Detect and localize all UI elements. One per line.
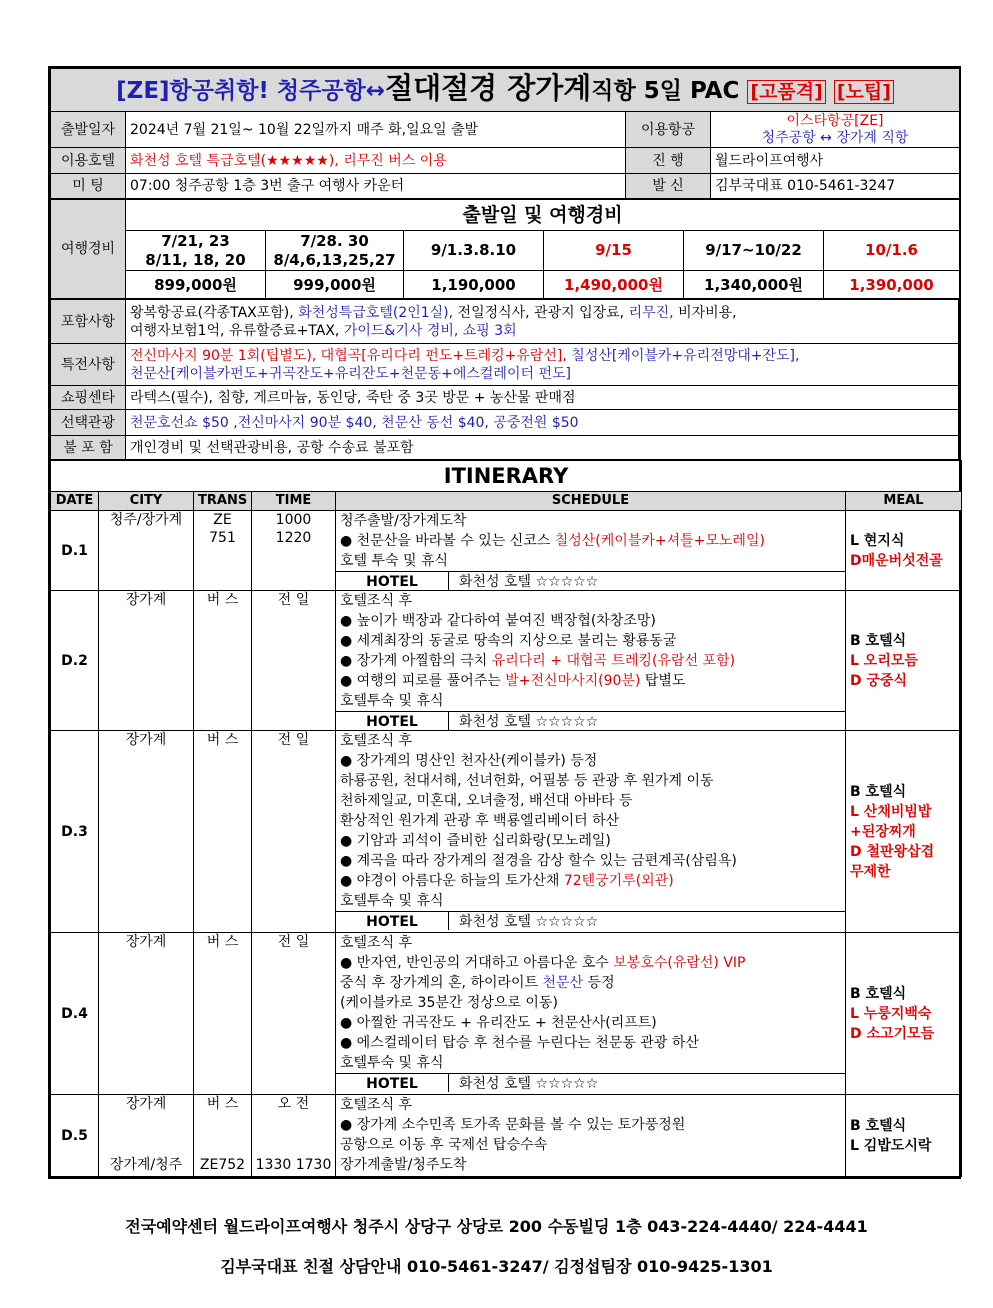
schedule-line — [340, 531, 841, 551]
schedule-line — [340, 811, 841, 831]
schedule-text: 천하제일교, 미혼대, 오녀출정, 배선대 아바타 등 — [340, 793, 633, 809]
schedule-text: ● 기암과 괴석이 즐비한 십리화랑(모노레일) — [340, 833, 611, 849]
itinerary-row — [51, 731, 962, 933]
schedule-highlight: 유리다리 + 대협곡 트레킹(유람선 포함) — [491, 653, 736, 669]
schedule-line — [340, 1053, 841, 1073]
day-cell: D.4 — [51, 933, 99, 1095]
include-meals: 전일정식사, 관광지 입장료, — [457, 304, 625, 321]
city-cell-top: 장가계 — [125, 934, 167, 950]
special-tianmen: 천문산[케이블카펀도+귀곡잔도+유리잔도+천문동+에스컬레이터 펀도] — [130, 365, 571, 382]
meal-item: 무제한 — [850, 863, 891, 880]
hotel-box — [336, 571, 845, 590]
include-visa: 비자비용, — [678, 304, 737, 321]
details-table — [50, 299, 959, 460]
time-cell-top: 전 일 — [277, 934, 310, 950]
sender-value: 김부국대표 010-5461-3247 — [711, 174, 960, 199]
include-hotel: 화천성특급호텔(2인1실), — [298, 304, 454, 321]
price-value: 1,190,000 — [404, 271, 544, 299]
city-cell — [99, 933, 194, 1095]
sender-label: 발 신 — [626, 174, 711, 199]
schedule-line — [340, 751, 841, 771]
schedule-text: ● 장가계 소수민족 토가족 문화를 볼 수 있는 토가풍정원 — [340, 1117, 686, 1133]
meal-item: L 산채비빔밥 — [850, 803, 932, 820]
schedule-line — [340, 1033, 841, 1053]
day-cell: D.5 — [51, 1095, 99, 1177]
schedule-text: ● 야경이 아름다운 하늘의 토가산채 — [340, 873, 564, 889]
schedule-cell — [336, 511, 846, 591]
day-cell: D.3 — [51, 731, 99, 933]
hotel-name: 화천성 호텔 ☆☆☆☆☆ — [459, 714, 599, 730]
price-date-line: 9/17~10/22 — [705, 241, 802, 259]
trans-cell-top: 버 스 — [206, 1096, 239, 1112]
city-cell-bottom: 장가계/청주 — [109, 1157, 183, 1173]
meal-item: L 현지식 — [850, 532, 905, 549]
depart-label: 출발일자 — [51, 112, 126, 148]
schedule-text: ● 천문산을 바라볼 수 있는 신코스 — [340, 533, 555, 549]
meal-item: B 호텔식 — [850, 1117, 907, 1134]
title-prefix: [ZE]항공취항! 청주공항↔ — [116, 78, 386, 104]
schedule-text: 탑별도 — [640, 673, 686, 689]
hotel-box — [336, 1073, 845, 1092]
schedule-cell — [336, 1095, 846, 1177]
time-cell — [252, 933, 336, 1095]
schedule-text: 호텔투숙 및 휴식 — [340, 893, 444, 909]
meal-cell — [846, 1095, 962, 1177]
price-date-cell — [266, 231, 404, 271]
hotel-value: 화천성 호텔 특급호텔(★★★★★), 리무진 버스 이용 — [126, 148, 626, 174]
trans-cell — [194, 591, 252, 731]
schedule-line — [340, 973, 841, 993]
column-header: CITY — [99, 492, 194, 511]
schedule-text: 장가계출발/청주도착 — [340, 1157, 467, 1173]
price-date-cell — [824, 231, 960, 271]
schedule-line — [340, 1155, 841, 1175]
time-cell — [252, 731, 336, 933]
meal-item: L 김밥도시락 — [850, 1137, 932, 1154]
include-limousine: 리무진, — [628, 304, 674, 321]
hotel-name: 화천성 호텔 ☆☆☆☆☆ — [459, 574, 599, 590]
header-table — [50, 68, 960, 199]
meal-item: D 궁중식 — [850, 672, 908, 689]
price-value: 899,000원 — [126, 271, 266, 299]
meal-item: B 호텔식 — [850, 632, 907, 649]
footer-contact: 김부국대표 친절 상담안내 010-5461-3247/ 김정섭팀장 010-9425-1301 — [220, 1257, 773, 1276]
progress-label: 진 행 — [626, 148, 711, 174]
trans-cell — [194, 933, 252, 1095]
schedule-text: 호텔 투숙 및 휴식 — [340, 553, 449, 569]
schedule-line — [340, 1115, 841, 1135]
schedule-line — [340, 611, 841, 631]
time-cell — [252, 511, 336, 591]
column-header: TIME — [252, 492, 336, 511]
schedule-text: 호텔투숙 및 휴식 — [340, 1055, 444, 1071]
schedule-line — [340, 631, 841, 651]
itinerary-table — [50, 460, 962, 1177]
schedule-text: ● 세계최장의 동굴로 땅속의 지상으로 불리는 황룡동굴 — [340, 633, 677, 649]
column-header: DATE — [51, 492, 99, 511]
special-chilsung: 칠성산[케이블카+유리전망대+잔도], — [571, 347, 800, 364]
trans-cell — [194, 511, 252, 591]
schedule-line — [340, 953, 841, 973]
meeting-value: 07:00 청주공항 1층 3번 출구 여행사 카운터 — [126, 174, 626, 199]
shopping-value: 라텍스(필수), 침향, 게르마늄, 동인당, 죽탄 중 3곳 방문 + 농산물 판매점 — [126, 386, 959, 410]
price-date-cell — [544, 231, 684, 271]
tour-flyer — [48, 66, 961, 1179]
city-cell — [99, 511, 194, 591]
itinerary-heading: ITINERARY — [51, 461, 962, 492]
schedule-text: 호텔조식 후 — [340, 593, 413, 609]
column-header: TRANS — [194, 492, 252, 511]
include-value — [126, 300, 959, 344]
hotel-label: HOTEL — [336, 712, 449, 730]
price-date-cell — [404, 231, 544, 271]
meal-item: B 호텔식 — [850, 985, 907, 1002]
itinerary-row — [51, 511, 962, 591]
special-label: 특전사항 — [51, 344, 126, 386]
city-cell-top: 장가계 — [125, 732, 167, 748]
meal-cell — [846, 933, 962, 1095]
schedule-line — [340, 731, 841, 751]
schedule-text: 호텔조식 후 — [340, 1097, 413, 1113]
schedule-text: ● 아찔한 귀곡잔도 + 유리잔도 + 천문산사(리프트) — [340, 1015, 657, 1031]
schedule-line — [340, 651, 841, 671]
schedule-text: 등정 — [583, 975, 615, 991]
time-cell-bottom: 1330 1730 — [255, 1157, 332, 1173]
city-cell — [99, 731, 194, 933]
title-suffix: 직항 5일 PAC — [591, 78, 740, 104]
schedule-text: 호텔조식 후 — [340, 733, 413, 749]
schedule-text: 하룡공원, 천대서해, 선녀헌화, 어필봉 등 관광 후 원가계 이동 — [340, 773, 714, 789]
price-date-line: 8/4,6,13,25,27 — [273, 250, 396, 269]
title-main: 절대절경 장가계 — [385, 71, 592, 105]
schedule-line — [340, 1013, 841, 1033]
schedule-line — [340, 511, 841, 531]
schedule-text: 호텔투숙 및 휴식 — [340, 693, 444, 709]
schedule-line — [340, 591, 841, 611]
city-cell-top: 장가계 — [125, 1096, 167, 1112]
price-date-line: 9/1.3.8.10 — [430, 241, 517, 259]
exclude-label: 불 포 함 — [51, 436, 126, 460]
airline-label: 이용항공 — [626, 112, 711, 148]
price-date-cell — [126, 231, 266, 271]
progress-value: 월드라이프여행사 — [711, 148, 960, 174]
meal-item: D 소고기모듬 — [850, 1025, 935, 1042]
price-label: 여행경비 — [51, 200, 126, 299]
price-value: 1,390,000 — [824, 271, 960, 299]
schedule-text: ● 여행의 피로를 풀어주는 — [340, 673, 506, 689]
meal-cell — [846, 511, 962, 591]
schedule-highlight: 칠성산(케이블카+셔틀+모노레일) — [554, 533, 765, 549]
city-cell-top: 청주/장가계 — [109, 512, 183, 528]
schedule-text: 중식 후 장가계의 혼, 하이라이트 — [340, 975, 543, 991]
time-cell — [252, 591, 336, 731]
schedule-highlight: 천문산 — [542, 975, 584, 991]
price-value: 1,340,000원 — [684, 271, 824, 299]
trans-cell-top: 버 스 — [206, 934, 239, 950]
title-tag-premium: [고품격] — [747, 80, 825, 104]
title-tag-notip: [노팁] — [834, 80, 894, 104]
schedule-line — [340, 771, 841, 791]
time-cell — [252, 1095, 336, 1177]
meal-item: D 철판왕삽겹 — [850, 843, 935, 860]
footer-address: 전국예약센터 월드라이프여행사 청주시 상당구 상당로 200 수동빌딩 1층 043-224-4440/ 224-4441 — [125, 1217, 868, 1236]
meal-item: D매운버섯전골 — [850, 552, 943, 569]
price-date-line: 8/11, 18, 20 — [145, 250, 246, 269]
schedule-line — [340, 871, 841, 891]
hotel-box — [336, 911, 845, 930]
hotel-label: HOTEL — [336, 912, 449, 930]
itinerary-row — [51, 1095, 962, 1177]
column-header: MEAL — [846, 492, 962, 511]
price-heading: 출발일 및 여행경비 — [126, 200, 960, 231]
depart-value: 2024년 7월 21일~ 10월 22일까지 매주 화,일요일 출발 — [126, 112, 626, 148]
schedule-line — [340, 791, 841, 811]
trans-cell — [194, 731, 252, 933]
schedule-line — [340, 891, 841, 911]
hotel-label: HOTEL — [336, 1074, 449, 1092]
price-date-line: 10/1.6 — [865, 241, 918, 259]
schedule-text: 청주출발/장가계도착 — [340, 513, 467, 529]
hotel-name: 화천성 호텔 ☆☆☆☆☆ — [459, 1076, 599, 1092]
price-date-cell — [684, 231, 824, 271]
itinerary-row — [51, 591, 962, 731]
schedule-line — [340, 851, 841, 871]
include-guide: 가이드&기사 경비, 쇼핑 3회 — [343, 322, 517, 339]
page-title — [51, 69, 960, 112]
schedule-text: ● 반자연, 반인공의 거대하고 아름다운 호수 — [340, 955, 614, 971]
schedule-text: (케이블카로 35분간 정상으로 이동) — [340, 995, 558, 1011]
exclude-value: 개인경비 및 선택관광비용, 공항 수송료 불포함 — [126, 436, 959, 460]
schedule-highlight: 발+전신마사지(90분) — [505, 673, 641, 689]
schedule-text: ● 장가계 아찔함의 극치 — [340, 653, 492, 669]
schedule-line — [340, 551, 841, 571]
include-label: 포함사항 — [51, 300, 126, 344]
schedule-text: ● 장가계의 명산인 천자산(케이블카) 등정 — [340, 753, 598, 769]
special-value — [126, 344, 959, 386]
shopping-label: 쇼핑센타 — [51, 386, 126, 410]
special-massage: 전신마사지 90분 1회(팁별도), 대협곡[유리다리 펀도+트레킹+유람선], — [130, 347, 567, 364]
meeting-label: 미 팅 — [51, 174, 126, 199]
column-header: SCHEDULE — [336, 492, 846, 511]
city-cell — [99, 1095, 194, 1177]
meal-item: L 누룽지백숙 — [850, 1005, 932, 1022]
meal-cell — [846, 731, 962, 933]
time-cell-top: 1000 1220 — [275, 512, 312, 546]
schedule-text: ● 계곡을 따라 장가계의 절경을 감상 할수 있는 금편계곡(삼림욕) — [340, 853, 737, 869]
hotel-label: HOTEL — [336, 572, 449, 590]
time-cell-top: 전 일 — [277, 732, 310, 748]
day-cell: D.1 — [51, 511, 99, 591]
meal-item: +된장찌개 — [850, 823, 916, 840]
airline-route: 청주공항 ↔ 장가계 직항 — [761, 129, 909, 146]
schedule-cell — [336, 591, 846, 731]
price-value: 1,490,000원 — [544, 271, 684, 299]
meal-cell — [846, 591, 962, 731]
include-airfare: 왕복항공료(각종TAX포함), — [130, 304, 294, 321]
schedule-cell — [336, 933, 846, 1095]
schedule-highlight: 보봉호수(유람선) VIP — [613, 955, 746, 971]
schedule-cell — [336, 731, 846, 933]
schedule-text: ● 높이가 백장과 같다하여 붙여진 백장협(차창조망) — [340, 613, 656, 629]
schedule-line — [340, 1095, 841, 1115]
schedule-line — [340, 671, 841, 691]
trans-cell-top: 버 스 — [206, 592, 239, 608]
city-cell-top: 장가계 — [125, 592, 167, 608]
trans-cell-top: 버 스 — [206, 732, 239, 748]
schedule-line — [340, 831, 841, 851]
price-table — [50, 199, 960, 299]
time-cell-top: 전 일 — [277, 592, 310, 608]
airline-name: 이스타항공[ZE] — [786, 112, 884, 129]
day-cell: D.2 — [51, 591, 99, 731]
schedule-text: 호텔조식 후 — [340, 935, 413, 951]
itinerary-row — [51, 933, 962, 1095]
include-insurance: 여행자보험1억, 유류할증료+TAX, — [130, 322, 340, 339]
trans-cell-top: ZE 751 — [209, 512, 236, 546]
hotel-name: 화천성 호텔 ☆☆☆☆☆ — [459, 914, 599, 930]
city-cell — [99, 591, 194, 731]
schedule-line — [340, 933, 841, 953]
schedule-line — [340, 1135, 841, 1155]
trans-cell-bottom: ZE752 — [199, 1157, 246, 1173]
optional-label: 선택관광 — [51, 410, 126, 436]
meal-item: L 오리모듬 — [850, 652, 918, 669]
meal-item: B 호텔식 — [850, 783, 907, 800]
time-cell-top: 오 전 — [277, 1096, 310, 1112]
hotel-box — [336, 711, 845, 730]
trans-cell — [194, 1095, 252, 1177]
airline-value — [711, 112, 960, 148]
schedule-text: 공항으로 이동 후 국제선 탑승수속 — [340, 1137, 548, 1153]
schedule-line — [340, 993, 841, 1013]
schedule-highlight: 72텐궁기루(외관) — [563, 873, 674, 889]
schedule-text: ● 에스컬레이터 탑승 후 천수를 누린다는 천문동 관광 하산 — [340, 1035, 699, 1051]
schedule-line — [340, 691, 841, 711]
price-date-line: 9/15 — [595, 241, 632, 259]
schedule-text: 환상적인 원가계 관광 후 백룡엘리베이터 하산 — [340, 813, 620, 829]
price-date-line: 7/21, 23 — [161, 231, 230, 250]
price-date-line: 7/28. 30 — [300, 231, 369, 250]
price-value: 999,000원 — [266, 271, 404, 299]
optional-value: 천문호선쇼 $50 ,전신마사지 90분 $40, 천문산 동선 $40, 공중전원 $50 — [126, 410, 959, 436]
hotel-label: 이용호텔 — [51, 148, 126, 174]
